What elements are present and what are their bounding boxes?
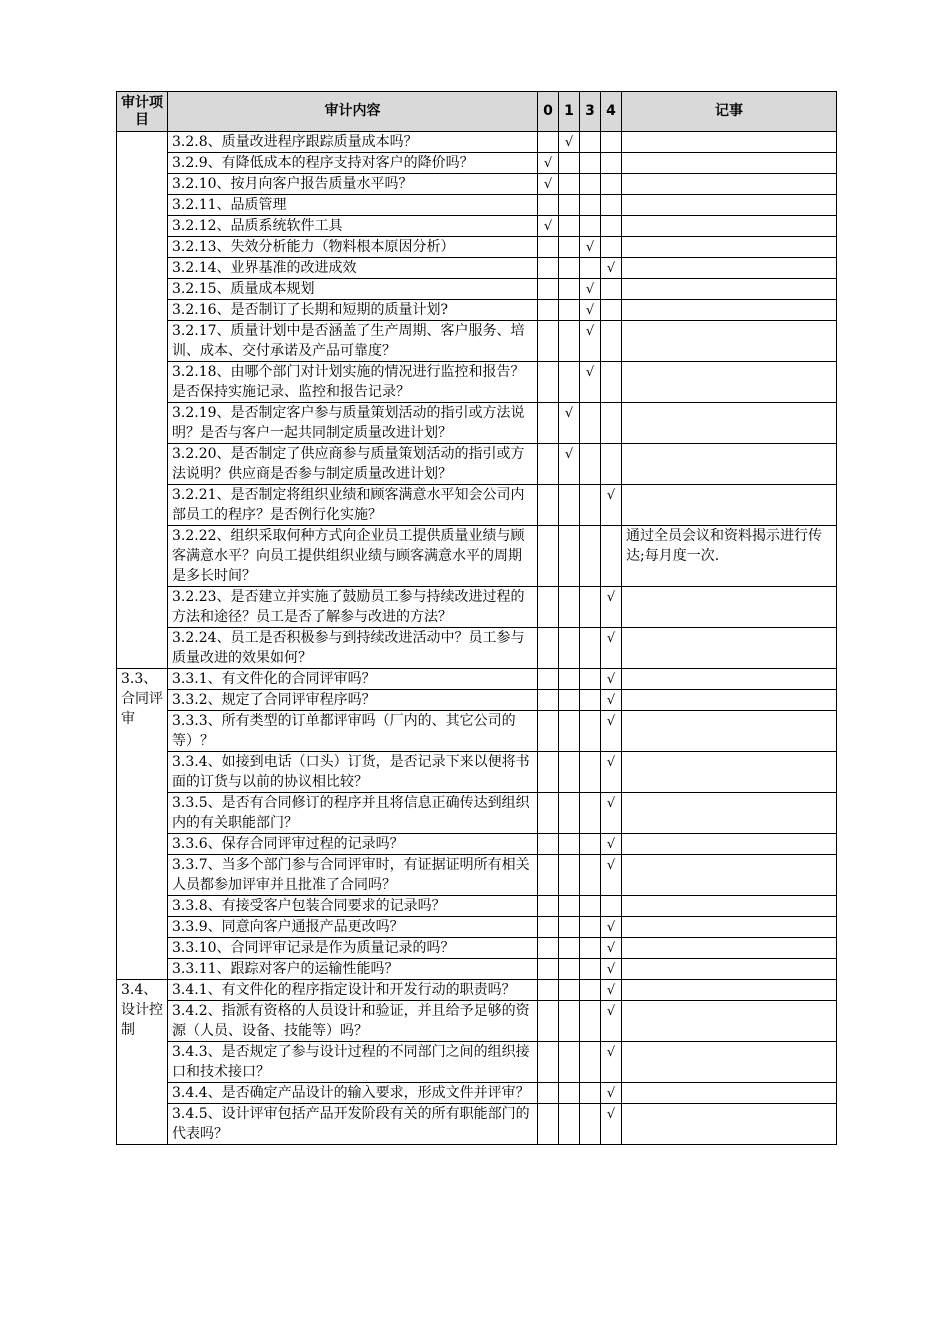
check-mark-icon: √ <box>606 1107 616 1122</box>
table-row <box>117 174 837 195</box>
score-1-cell <box>559 1042 580 1083</box>
audit-content-cell: 3.2.8、质量改进程序跟踪质量成本吗？ <box>168 132 538 153</box>
check-mark-icon: √ <box>606 1045 616 1060</box>
score-0-cell <box>538 628 559 669</box>
score-0-cell <box>538 216 559 237</box>
notes-cell <box>622 321 837 362</box>
table-row <box>117 321 837 362</box>
score-0-cell <box>538 690 559 711</box>
score-3-cell <box>580 258 601 279</box>
notes-cell <box>622 195 837 216</box>
score-4-cell <box>601 834 622 855</box>
check-mark-icon: √ <box>606 261 616 276</box>
score-0-cell <box>538 362 559 403</box>
score-4-cell <box>601 1083 622 1104</box>
notes-cell <box>622 485 837 526</box>
score-1-cell <box>559 216 580 237</box>
score-3-cell <box>580 174 601 195</box>
notes-cell <box>622 587 837 628</box>
notes-cell <box>622 362 837 403</box>
score-0-cell <box>538 174 559 195</box>
table-row <box>117 938 837 959</box>
notes-cell <box>622 959 837 980</box>
check-mark-icon: √ <box>606 858 616 873</box>
score-0-cell <box>538 587 559 628</box>
score-1-cell <box>559 237 580 258</box>
score-0-cell <box>538 403 559 444</box>
audit-content-cell: 3.4.1、有文件化的程序指定设计和开发行动的职责吗？ <box>168 980 538 1001</box>
score-3-cell <box>580 132 601 153</box>
score-1-cell <box>559 1104 580 1145</box>
table-row <box>117 403 837 444</box>
score-3-cell <box>580 793 601 834</box>
audit-content-cell: 3.2.16、是否制订了长期和短期的质量计划? <box>168 300 538 321</box>
score-0-cell <box>538 1083 559 1104</box>
score-1-cell <box>559 1083 580 1104</box>
notes-cell <box>622 132 837 153</box>
table-row <box>117 216 837 237</box>
score-0-cell <box>538 855 559 896</box>
notes-cell <box>622 237 837 258</box>
notes-cell <box>622 896 837 917</box>
notes-cell <box>622 1083 837 1104</box>
score-1-cell <box>559 587 580 628</box>
notes-cell <box>622 711 837 752</box>
score-4-cell <box>601 690 622 711</box>
score-1-cell <box>559 258 580 279</box>
score-1-cell <box>559 403 580 444</box>
table-row <box>117 1001 837 1042</box>
check-mark-icon: √ <box>606 920 616 935</box>
notes-cell <box>622 444 837 485</box>
score-0-cell <box>538 526 559 587</box>
score-3-cell <box>580 690 601 711</box>
score-0-cell <box>538 132 559 153</box>
notes-cell <box>622 403 837 444</box>
audit-content-cell: 3.2.23、是否建立并实施了鼓励员工参与持续改进过程的方法和途径？员工是否了解参与改进的方法？ <box>168 587 538 628</box>
audit-content-cell: 3.3.10、合同评审记录是作为质量记录的吗？ <box>168 938 538 959</box>
check-mark-icon: √ <box>606 1086 616 1101</box>
check-mark-icon: √ <box>543 177 553 192</box>
table-row <box>117 485 837 526</box>
audit-content-cell: 3.2.24、员工是否积极参与到持续改进活动中？员工参与质量改进的效果如何？ <box>168 628 538 669</box>
notes-cell <box>622 938 837 959</box>
score-1-cell <box>559 855 580 896</box>
table-row <box>117 1104 837 1145</box>
check-mark-icon: √ <box>606 1004 616 1019</box>
audit-content-cell: 3.3.4、如接到电话（口头）订货，是否记录下来以便将书面的订货与以前的协议相比较？ <box>168 752 538 793</box>
score-1-cell <box>559 444 580 485</box>
score-4-cell <box>601 628 622 669</box>
table-row <box>117 959 837 980</box>
score-3-cell <box>580 195 601 216</box>
audit-content-cell: 3.3.7、当多个部门参与合同评审时，有证据证明所有相关人员都参加评审并且批准了合同吗？ <box>168 855 538 896</box>
score-3-cell <box>580 1083 601 1104</box>
score-3-cell <box>580 980 601 1001</box>
score-3-cell <box>580 896 601 917</box>
score-3-cell <box>580 1001 601 1042</box>
check-mark-icon: √ <box>585 240 595 255</box>
score-0-cell <box>538 195 559 216</box>
audit-content-cell: 3.2.13、失效分析能力（物料根本原因分析） <box>168 237 538 258</box>
audit-content-cell: 3.3.11、跟踪对客户的运输性能吗？ <box>168 959 538 980</box>
notes-cell <box>622 690 837 711</box>
notes-cell <box>622 279 837 300</box>
score-3-cell <box>580 403 601 444</box>
score-1-cell <box>559 690 580 711</box>
table-row <box>117 526 837 587</box>
table-row <box>117 669 837 690</box>
audit-item-cell: 3.3、合同评审 <box>117 669 168 980</box>
audit-content-cell: 3.2.11、品质管理 <box>168 195 538 216</box>
score-1-cell <box>559 793 580 834</box>
score-3-cell <box>580 752 601 793</box>
score-1-cell <box>559 132 580 153</box>
audit-content-cell: 3.2.15、质量成本规划 <box>168 279 538 300</box>
audit-content-cell: 3.4.4、是否确定产品设计的输入要求，形成文件并评审？ <box>168 1083 538 1104</box>
check-mark-icon: √ <box>606 590 616 605</box>
audit-content-cell: 3.2.12、品质系统软件工具 <box>168 216 538 237</box>
score-4-cell <box>601 752 622 793</box>
audit-content-cell: 3.3.2、规定了合同评审程序吗？ <box>168 690 538 711</box>
check-mark-icon: √ <box>606 755 616 770</box>
table-row <box>117 237 837 258</box>
score-4-cell <box>601 444 622 485</box>
score-3-cell <box>580 279 601 300</box>
score-4-cell <box>601 938 622 959</box>
score-0-cell <box>538 153 559 174</box>
audit-content-cell: 3.3.8、有接受客户包装合同要求的记录吗？ <box>168 896 538 917</box>
score-4-cell <box>601 669 622 690</box>
audit-content-cell: 3.2.14、业界基准的改进成效 <box>168 258 538 279</box>
score-0-cell <box>538 237 559 258</box>
score-4-cell <box>601 793 622 834</box>
table-header-row <box>117 92 837 132</box>
check-mark-icon: √ <box>606 631 616 646</box>
score-4-cell <box>601 216 622 237</box>
score-1-cell <box>559 1001 580 1042</box>
score-3-cell <box>580 669 601 690</box>
score-3-cell <box>580 153 601 174</box>
score-1-cell <box>559 896 580 917</box>
table-row <box>117 980 837 1001</box>
notes-cell <box>622 669 837 690</box>
notes-cell <box>622 855 837 896</box>
score-1-cell <box>559 321 580 362</box>
score-0-cell <box>538 896 559 917</box>
score-3-cell <box>580 711 601 752</box>
score-1-cell <box>559 300 580 321</box>
check-mark-icon: √ <box>543 219 553 234</box>
check-mark-icon: √ <box>606 672 616 687</box>
notes-cell <box>622 1042 837 1083</box>
header-notes: 记事 <box>622 92 837 132</box>
audit-content-cell: 3.3.6、保存合同评审过程的记录吗？ <box>168 834 538 855</box>
table-row <box>117 153 837 174</box>
table-row <box>117 711 837 752</box>
table-row <box>117 195 837 216</box>
check-mark-icon: √ <box>564 406 574 421</box>
score-3-cell <box>580 917 601 938</box>
header-score-3: 3 <box>580 92 601 132</box>
check-mark-icon: √ <box>606 693 616 708</box>
score-3-cell <box>580 834 601 855</box>
score-3-cell <box>580 321 601 362</box>
score-1-cell <box>559 917 580 938</box>
notes-cell <box>622 834 837 855</box>
table-row <box>117 300 837 321</box>
audit-content-cell: 3.3.5、是否有合同修订的程序并且将信息正确传达到组织内的有关职能部门？ <box>168 793 538 834</box>
score-4-cell <box>601 485 622 526</box>
notes-cell <box>622 300 837 321</box>
check-mark-icon: √ <box>543 156 553 171</box>
score-1-cell <box>559 752 580 793</box>
score-4-cell <box>601 237 622 258</box>
score-0-cell <box>538 834 559 855</box>
notes-cell <box>622 153 837 174</box>
header-score-4: 4 <box>601 92 622 132</box>
table-row <box>117 1042 837 1083</box>
audit-content-cell: 3.2.18、由哪个部门对计划实施的情况进行监控和报告？是否保持实施记录、监控和报告记录？ <box>168 362 538 403</box>
score-4-cell <box>601 174 622 195</box>
score-0-cell <box>538 1001 559 1042</box>
audit-checklist-table <box>116 91 837 1145</box>
score-1-cell <box>559 279 580 300</box>
score-4-cell <box>601 896 622 917</box>
score-3-cell <box>580 959 601 980</box>
notes-cell <box>622 752 837 793</box>
table-row <box>117 362 837 403</box>
score-0-cell <box>538 938 559 959</box>
notes-cell <box>622 793 837 834</box>
audit-content-cell: 3.3.1、有文件化的合同评审吗？ <box>168 669 538 690</box>
check-mark-icon: √ <box>564 135 574 150</box>
check-mark-icon: √ <box>606 983 616 998</box>
notes-cell <box>622 628 837 669</box>
score-3-cell <box>580 1042 601 1083</box>
score-1-cell <box>559 711 580 752</box>
score-1-cell <box>559 980 580 1001</box>
score-4-cell <box>601 855 622 896</box>
score-4-cell <box>601 362 622 403</box>
score-1-cell <box>559 362 580 403</box>
table-row <box>117 279 837 300</box>
score-0-cell <box>538 959 559 980</box>
score-4-cell <box>601 132 622 153</box>
table-row <box>117 855 837 896</box>
score-4-cell <box>601 258 622 279</box>
notes-cell <box>622 980 837 1001</box>
notes-cell <box>622 1104 837 1145</box>
table-row <box>117 132 837 153</box>
score-0-cell <box>538 279 559 300</box>
score-1-cell <box>559 195 580 216</box>
check-mark-icon: √ <box>585 303 595 318</box>
score-0-cell <box>538 980 559 1001</box>
score-0-cell <box>538 1042 559 1083</box>
score-3-cell <box>580 216 601 237</box>
audit-content-cell: 3.2.10、按月向客户报告质量水平吗？ <box>168 174 538 195</box>
score-3-cell <box>580 855 601 896</box>
score-4-cell <box>601 1104 622 1145</box>
score-3-cell <box>580 587 601 628</box>
check-mark-icon: √ <box>585 365 595 380</box>
audit-content-cell: 3.2.17、质量计划中是否涵盖了生产周期、客户服务、培训、成本、交付承诺及产品可靠度？ <box>168 321 538 362</box>
check-mark-icon: √ <box>585 282 595 297</box>
table-row <box>117 587 837 628</box>
score-4-cell <box>601 153 622 174</box>
score-3-cell <box>580 485 601 526</box>
notes-cell <box>622 258 837 279</box>
score-3-cell <box>580 362 601 403</box>
score-1-cell <box>559 834 580 855</box>
notes-cell: 通过全员会议和资料揭示进行传达;每月度一次. <box>622 526 837 587</box>
check-mark-icon: √ <box>606 488 616 503</box>
header-audit-content: 审计内容 <box>168 92 538 132</box>
check-mark-icon: √ <box>606 714 616 729</box>
score-0-cell <box>538 258 559 279</box>
audit-content-cell: 3.4.3、是否规定了参与设计过程的不同部门之间的组织接口和技术接口？ <box>168 1042 538 1083</box>
score-1-cell <box>559 485 580 526</box>
check-mark-icon: √ <box>606 941 616 956</box>
score-4-cell <box>601 195 622 216</box>
score-0-cell <box>538 793 559 834</box>
score-3-cell <box>580 444 601 485</box>
score-1-cell <box>559 174 580 195</box>
table-row <box>117 752 837 793</box>
header-score-1: 1 <box>559 92 580 132</box>
check-mark-icon: √ <box>564 447 574 462</box>
score-4-cell <box>601 526 622 587</box>
score-4-cell <box>601 1042 622 1083</box>
score-0-cell <box>538 444 559 485</box>
score-3-cell <box>580 237 601 258</box>
score-4-cell <box>601 587 622 628</box>
score-3-cell <box>580 300 601 321</box>
notes-cell <box>622 917 837 938</box>
table-row <box>117 258 837 279</box>
audit-content-cell: 3.2.22、组织采取何种方式向企业员工提供质量业绩与顾客满意水平？向员工提供组织业绩与顾客满意水平的周期是多长时间？ <box>168 526 538 587</box>
score-4-cell <box>601 321 622 362</box>
score-4-cell <box>601 980 622 1001</box>
audit-content-cell: 3.2.20、是否制定了供应商参与质量策划活动的指引或方法说明？供应商是否参与制定质量改进计划？ <box>168 444 538 485</box>
notes-cell <box>622 174 837 195</box>
check-mark-icon: √ <box>585 324 595 339</box>
table-row <box>117 834 837 855</box>
table-row <box>117 1083 837 1104</box>
check-mark-icon: √ <box>606 962 616 977</box>
notes-cell <box>622 1001 837 1042</box>
header-score-0: 0 <box>538 92 559 132</box>
notes-cell <box>622 216 837 237</box>
score-1-cell <box>559 526 580 587</box>
score-4-cell <box>601 403 622 444</box>
table-row <box>117 628 837 669</box>
score-3-cell <box>580 628 601 669</box>
table-row <box>117 917 837 938</box>
score-3-cell <box>580 526 601 587</box>
score-0-cell <box>538 752 559 793</box>
score-0-cell <box>538 711 559 752</box>
header-audit-item: 审计项目 <box>117 92 168 132</box>
table-row <box>117 690 837 711</box>
score-4-cell <box>601 300 622 321</box>
check-mark-icon: √ <box>606 796 616 811</box>
score-4-cell <box>601 711 622 752</box>
score-0-cell <box>538 300 559 321</box>
score-1-cell <box>559 938 580 959</box>
audit-content-cell: 3.4.2、指派有资格的人员设计和验证，并且给予足够的资源（人员、设备、技能等）吗？ <box>168 1001 538 1042</box>
score-0-cell <box>538 1104 559 1145</box>
score-3-cell <box>580 1104 601 1145</box>
score-0-cell <box>538 917 559 938</box>
score-0-cell <box>538 321 559 362</box>
audit-item-cell: 3.4、设计控制 <box>117 980 168 1145</box>
score-4-cell <box>601 1001 622 1042</box>
score-1-cell <box>559 628 580 669</box>
score-1-cell <box>559 669 580 690</box>
audit-content-cell: 3.2.9、有降低成本的程序支持对客户的降价吗？ <box>168 153 538 174</box>
score-4-cell <box>601 279 622 300</box>
audit-content-cell: 3.3.9、同意向客户通报产品更改吗？ <box>168 917 538 938</box>
score-0-cell <box>538 669 559 690</box>
score-1-cell <box>559 959 580 980</box>
score-1-cell <box>559 153 580 174</box>
table-row <box>117 793 837 834</box>
audit-content-cell: 3.4.5、设计评审包括产品开发阶段有关的所有职能部门的代表吗？ <box>168 1104 538 1145</box>
audit-content-cell: 3.2.19、是否制定客户参与质量策划活动的指引或方法说明？是否与客户一起共同制定质量改进计划？ <box>168 403 538 444</box>
score-4-cell <box>601 917 622 938</box>
audit-content-cell: 3.2.21、是否制定将组织业绩和顾客满意水平知会公司内部员工的程序？是否例行化实施？ <box>168 485 538 526</box>
score-0-cell <box>538 485 559 526</box>
score-3-cell <box>580 938 601 959</box>
check-mark-icon: √ <box>606 837 616 852</box>
audit-item-cell <box>117 132 168 669</box>
score-4-cell <box>601 959 622 980</box>
audit-content-cell: 3.3.3、所有类型的订单都评审吗（厂内的、其它公司的等）？ <box>168 711 538 752</box>
table-row <box>117 896 837 917</box>
table-row <box>117 444 837 485</box>
